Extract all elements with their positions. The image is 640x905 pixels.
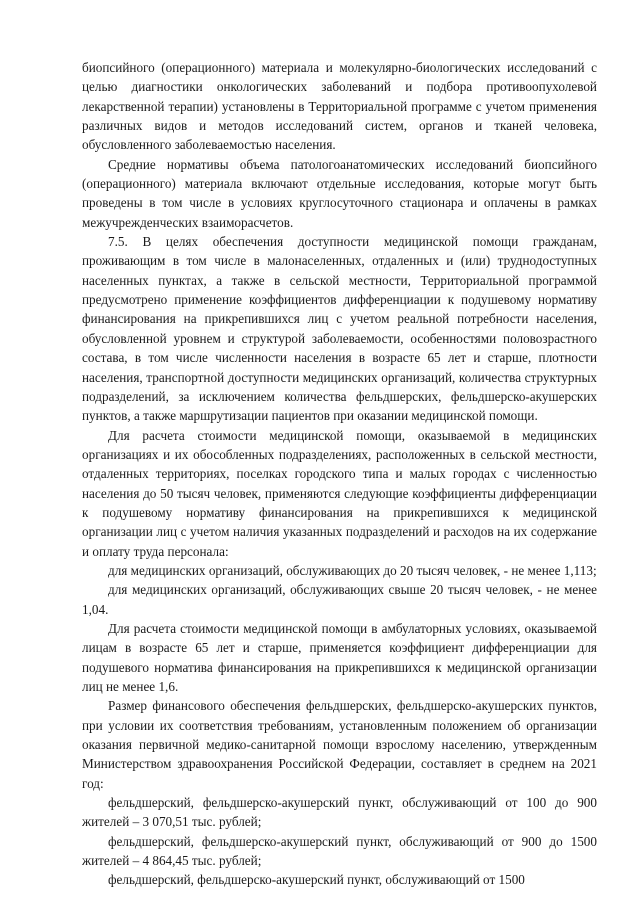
paragraph-pathology-norms: Средние нормативы объема патологоанатомических исследований биопсийного (операционного) материала включают отдельные исследования, которые могут быть проведены в том числе в условиях круглосуточного стационара и оплачены в рамках межучрежденческих взаиморасчетов.	[82, 156, 597, 230]
paragraph-continuation: биопсийного (операционного) материала и молекулярно-биологических исследований с целью диагностики онкологических заболеваний и подбора противоопухолевой лекарственной терапии) установлены в Территориальной программе с учетом применения различных видов и методов исследований систем, органов и тканей человека, обусловленного заболеваемостью населения.	[82, 60, 597, 153]
paragraph-feldsher-funding: Размер финансового обеспечения фельдшерских, фельдшерско-акушерских пунктов, при условии их соответствия требованиям, установленным положением об организации оказания первичной медико-санитарной помощи взрослому населению, утвержденным Министерством здравоохранения Российской Федерации, составляет в среднем на 2021 год:	[82, 698, 597, 791]
list-item-100-900: фельдшерский, фельдшерско-акушерский пункт, обслуживающий от 100 до 900 жителей – 3 070,51 тыс. рублей;	[82, 795, 597, 830]
document-body	[82, 58, 597, 890]
paragraph-age-65-coefficient: Для расчета стоимости медицинской помощи в амбулаторных условиях, оказываемой лицам в возрасте 65 лет и старше, применяется коэффициент дифференциации для подушевого норматива финансирования на прикрепившихся к медицинской организации лиц не менее 1,6.	[82, 620, 597, 694]
paragraph-differentiation-coefficients: Для расчета стоимости медицинской помощи, оказываемой в медицинских организациях и их обособленных подразделениях, расположенных в сельской местности, отдаленных территориях, поселках городского типа и малых городах с численностью населения до 50 тысяч человек, применяются следующие коэффициенты дифференциации к подушевому нормативу финансирования на прикрепившихся к медицинской организации лиц с учетом наличия указанных подразделений и расходов на их содержание и оплату труда персонала:	[82, 427, 597, 559]
list-item-from-1500: фельдшерский, фельдшерско-акушерский пункт, обслуживающий от 1500	[108, 872, 525, 888]
paragraph-section-7-5: 7.5. В целях обеспечения доступности медицинской помощи гражданам, проживающим в том числе в малонаселенных, отдаленных и (или) труднодоступных населенных пунктах, а также в сельской местности, Территориальной программой предусмотрено применение коэффициентов дифференциации к подушевому нормативу финансирования на прикрепившихся лиц с учетом реальной потребности населения, обусловленной уровнем и структурой заболеваемости, особенностями половозрастного состава, в том числе численности населения в возрасте 65 лет и старше, плотности населения, транспортной доступности медицинских организаций, количества структурных подразделений, за исключением количества фельдшерских, фельдшерско-акушерских пунктов, а также маршрутизации пациентов при оказании медицинской помощи.	[82, 234, 597, 424]
list-item-900-1500: фельдшерский, фельдшерско-акушерский пункт, обслуживающий от 900 до 1500 жителей – 4 864,45 тыс. рублей;	[82, 833, 597, 869]
list-item-over-20k: для медицинских организаций, обслуживающих свыше 20 тысяч человек, - не менее 1,04.	[82, 582, 597, 617]
list-item-up-to-20k: для медицинских организаций, обслуживающих до 20 тысяч человек, - не менее 1,113;	[108, 562, 597, 578]
